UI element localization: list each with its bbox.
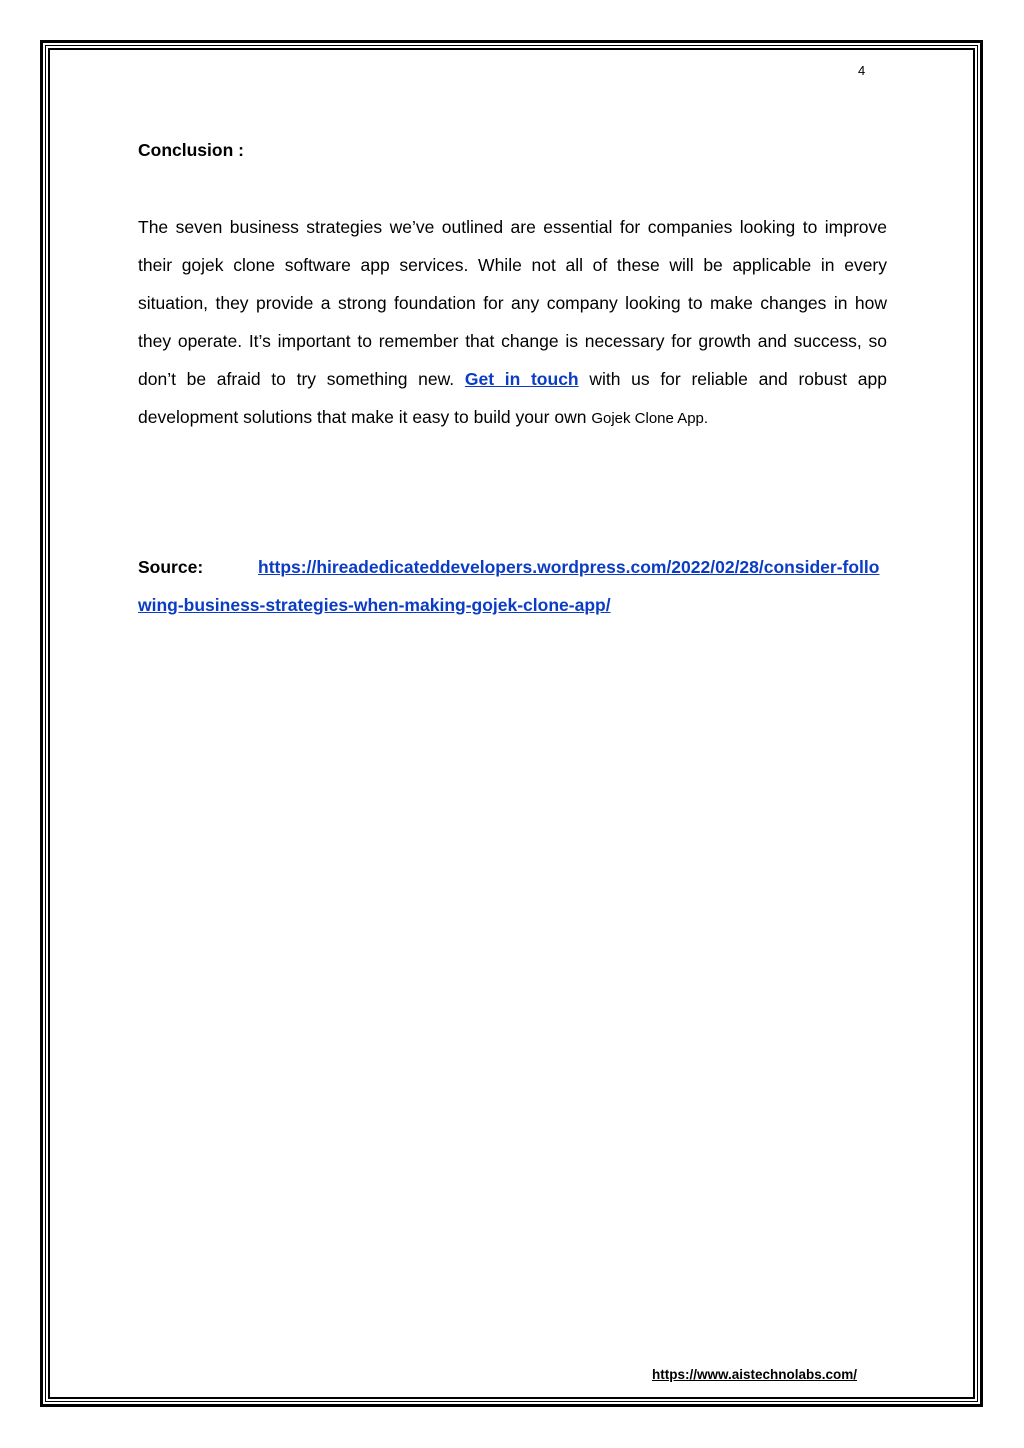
source-url-link[interactable]: https://hireadedicateddevelopers.wordpress.com/2022/02/28/consider-following-business-strategies-when-making-gojek-clone-app/ — [138, 557, 880, 615]
conclusion-text-tail: Gojek Clone App. — [591, 410, 709, 427]
page-number: 4 — [858, 63, 866, 78]
source-label: Source: — [138, 557, 204, 577]
conclusion-heading: Conclusion : — [138, 140, 244, 160]
conclusion-paragraph — [138, 208, 887, 438]
get-in-touch-link[interactable]: Get in touch — [464, 369, 579, 389]
conclusion-text-before-link: The seven business strategies we’ve outlined are essential for companies looking to improve their gojek clone software app services. While not all of these will be applicable in every situation, they provide a strong foundation for any company looking to make changes in how they operate. It’s important to remember that change is necessary for growth and success, so don’t be afraid to try something new. — [138, 217, 887, 389]
conclusion-text-after-link: with us for reliable and robust app development solutions that make it easy to build your own — [138, 369, 887, 427]
source-line — [138, 548, 887, 624]
footer-website-link[interactable]: https://www.aistechnolabs.com/ — [652, 1367, 858, 1382]
